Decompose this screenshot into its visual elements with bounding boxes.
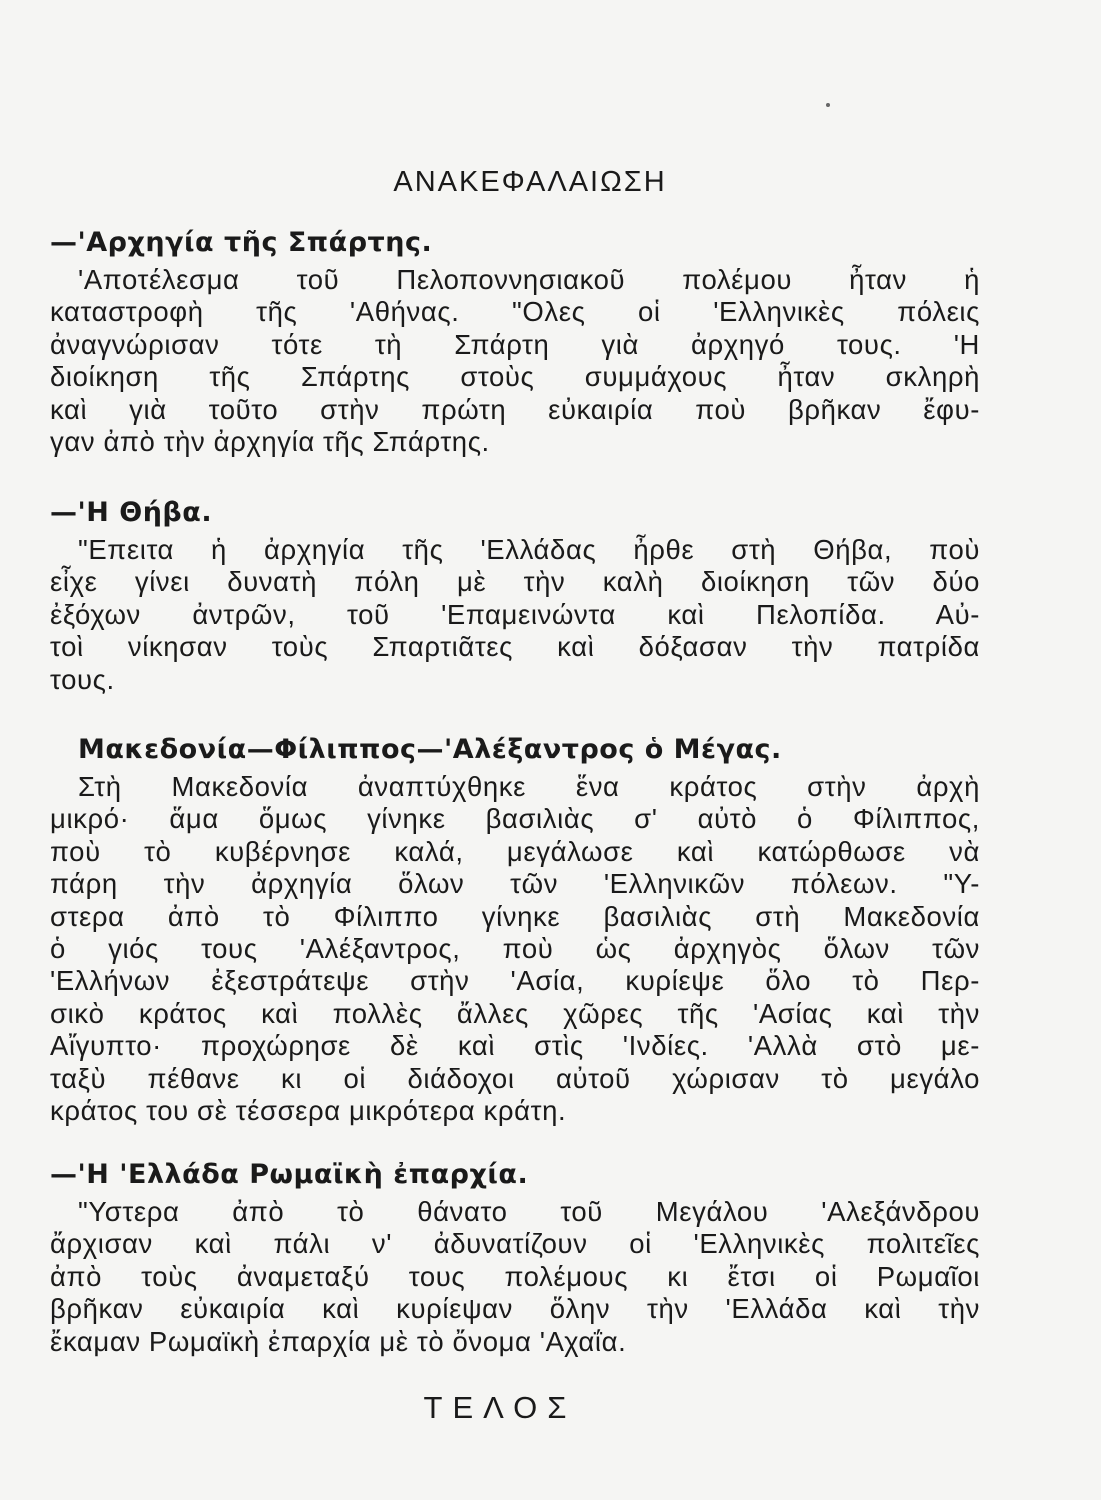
section-thebes xyxy=(50,496,980,696)
section-heading: Μακεδονία—Φίλιππος—'Αλέξαντρος ὁ Μέγας. xyxy=(78,734,782,765)
text-line: σικὸ κράτος καὶ πολλὲς ἄλλες χῶρες τῆς 'Ασίας καὶ τὴν xyxy=(50,997,980,1029)
section-macedonia xyxy=(50,733,980,1127)
section-heading: —'Αρχηγία τῆς Σπάρτης. xyxy=(50,227,433,258)
section-sparta xyxy=(50,226,980,458)
section-heading: —'Η 'Ελλάδα Ρωμαϊκὴ ἐπαρχία. xyxy=(50,1159,529,1190)
text-line: ἀπὸ τοὺς ἀναμεταξύ τους πολέμους κι ἔτσι οἱ Ρωμαῖοι xyxy=(50,1260,980,1292)
text-line: διοίκηση τῆς Σπάρτης στοὺς συμμάχους ἦταν σκληρὴ xyxy=(50,361,980,393)
page-title: ΑΝΑΚΕΦΑΛΑΙΩΣΗ xyxy=(393,166,667,198)
text-line: 'Αποτέλεσμα τοῦ Πελοποννησιακοῦ πολέμου ἦταν ἡ xyxy=(78,264,980,295)
text-line: Στὴ Μακεδονία ἀναπτύχθηκε ἕνα κράτος στὴν ἀρχὴ xyxy=(78,771,980,802)
text-line: ὁ γιός τους 'Αλέξαντρος, ποὺ ὡς ἀρχηγὸς ὅλων τῶν xyxy=(50,933,980,965)
end-marker: ΤΕΛΟΣ xyxy=(423,1390,577,1425)
scan-speck xyxy=(826,103,830,107)
text-line: ἄρχισαν καὶ πάλι ν' ἀδυνατίζουν οἱ 'Ελληνικὲς πολιτεῖες xyxy=(50,1228,980,1260)
text-line: "Υστερα ἀπὸ τὸ θάνατο τοῦ Μεγάλου 'Αλεξάνδρου xyxy=(78,1196,980,1227)
section-paragraph xyxy=(50,534,980,696)
section-roman-province xyxy=(50,1158,980,1358)
text-line: ταξὺ πέθανε κι οἱ διάδοχοι αὐτοῦ χώρισαν τὸ μεγάλο xyxy=(50,1062,980,1094)
text-line: εἶχε γίνει δυνατὴ πόλη μὲ τὴν καλὴ διοίκηση τῶν δύο xyxy=(50,566,980,598)
text-line: "Επειτα ἡ ἀρχηγία τῆς 'Ελλάδας ἦρθε στὴ Θήβα, ποὺ xyxy=(78,534,980,565)
text-line: ἔκαμαν Ρωμαϊκὴ ἐπαρχία μὲ τὸ ὄνομα 'Αχαΐα. xyxy=(50,1325,627,1357)
section-paragraph xyxy=(50,1196,980,1358)
text-line: βρῆκαν εὐκαιρία καὶ κυρίεψαν ὅλην τὴν 'Ελλάδα καὶ τὴν xyxy=(50,1293,980,1325)
text-line: τοὶ νίκησαν τοὺς Σπαρτιᾶτες καὶ δόξασαν τὴν πατρίδα xyxy=(50,631,980,663)
text-line: ποὺ τὸ κυβέρνησε καλά, μεγάλωσε καὶ κατώρθωσε νὰ xyxy=(50,835,980,867)
section-paragraph xyxy=(50,264,980,458)
text-line: Αἴγυπτο· προχώρησε δὲ καὶ στὶς 'Ινδίες. 'Αλλὰ στὸ με- xyxy=(50,1030,980,1062)
text-line: στερα ἀπὸ τὸ Φίλιππο γίνηκε βασιλιὰς στὴ Μακεδονία xyxy=(50,900,980,932)
text-line: μικρό· ἅμα ὅμως γίνηκε βασιλιὰς σ' αὐτὸ ὁ Φίλιππος, xyxy=(50,803,980,835)
text-line: ἀναγνώρισαν τότε τὴ Σπάρτη γιὰ ἀρχηγό τους. 'Η xyxy=(50,328,980,360)
text-line: 'Ελλήνων ἐξεστράτεψε στὴν 'Ασία, κυρίεψε ὅλο τὸ Περ- xyxy=(50,965,980,997)
text-line: τους. xyxy=(50,663,115,695)
text-line: πάρη τὴν ἀρχηγία ὅλων τῶν 'Ελληνικῶν πόλεων. "Υ- xyxy=(50,868,980,900)
text-line: καταστροφὴ τῆς 'Αθήνας. "Ολες οἱ 'Ελληνικὲς πόλεις xyxy=(50,296,980,328)
text-line: γαν ἀπὸ τὴν ἀρχηγία τῆς Σπάρτης. xyxy=(50,426,490,458)
section-heading: —'Η Θήβα. xyxy=(50,497,213,528)
section-paragraph xyxy=(50,771,980,1127)
text-line: καὶ γιὰ τοῦτο στὴν πρώτη εὐκαιρία ποὺ βρῆκαν ἔφυ- xyxy=(50,393,980,425)
text-line: ἐξόχων ἀντρῶν, τοῦ 'Επαμεινώντα καὶ Πελοπίδα. Αὐ- xyxy=(50,598,980,630)
text-line: κράτος του σὲ τέσσερα μικρότερα κράτη. xyxy=(50,1095,567,1127)
